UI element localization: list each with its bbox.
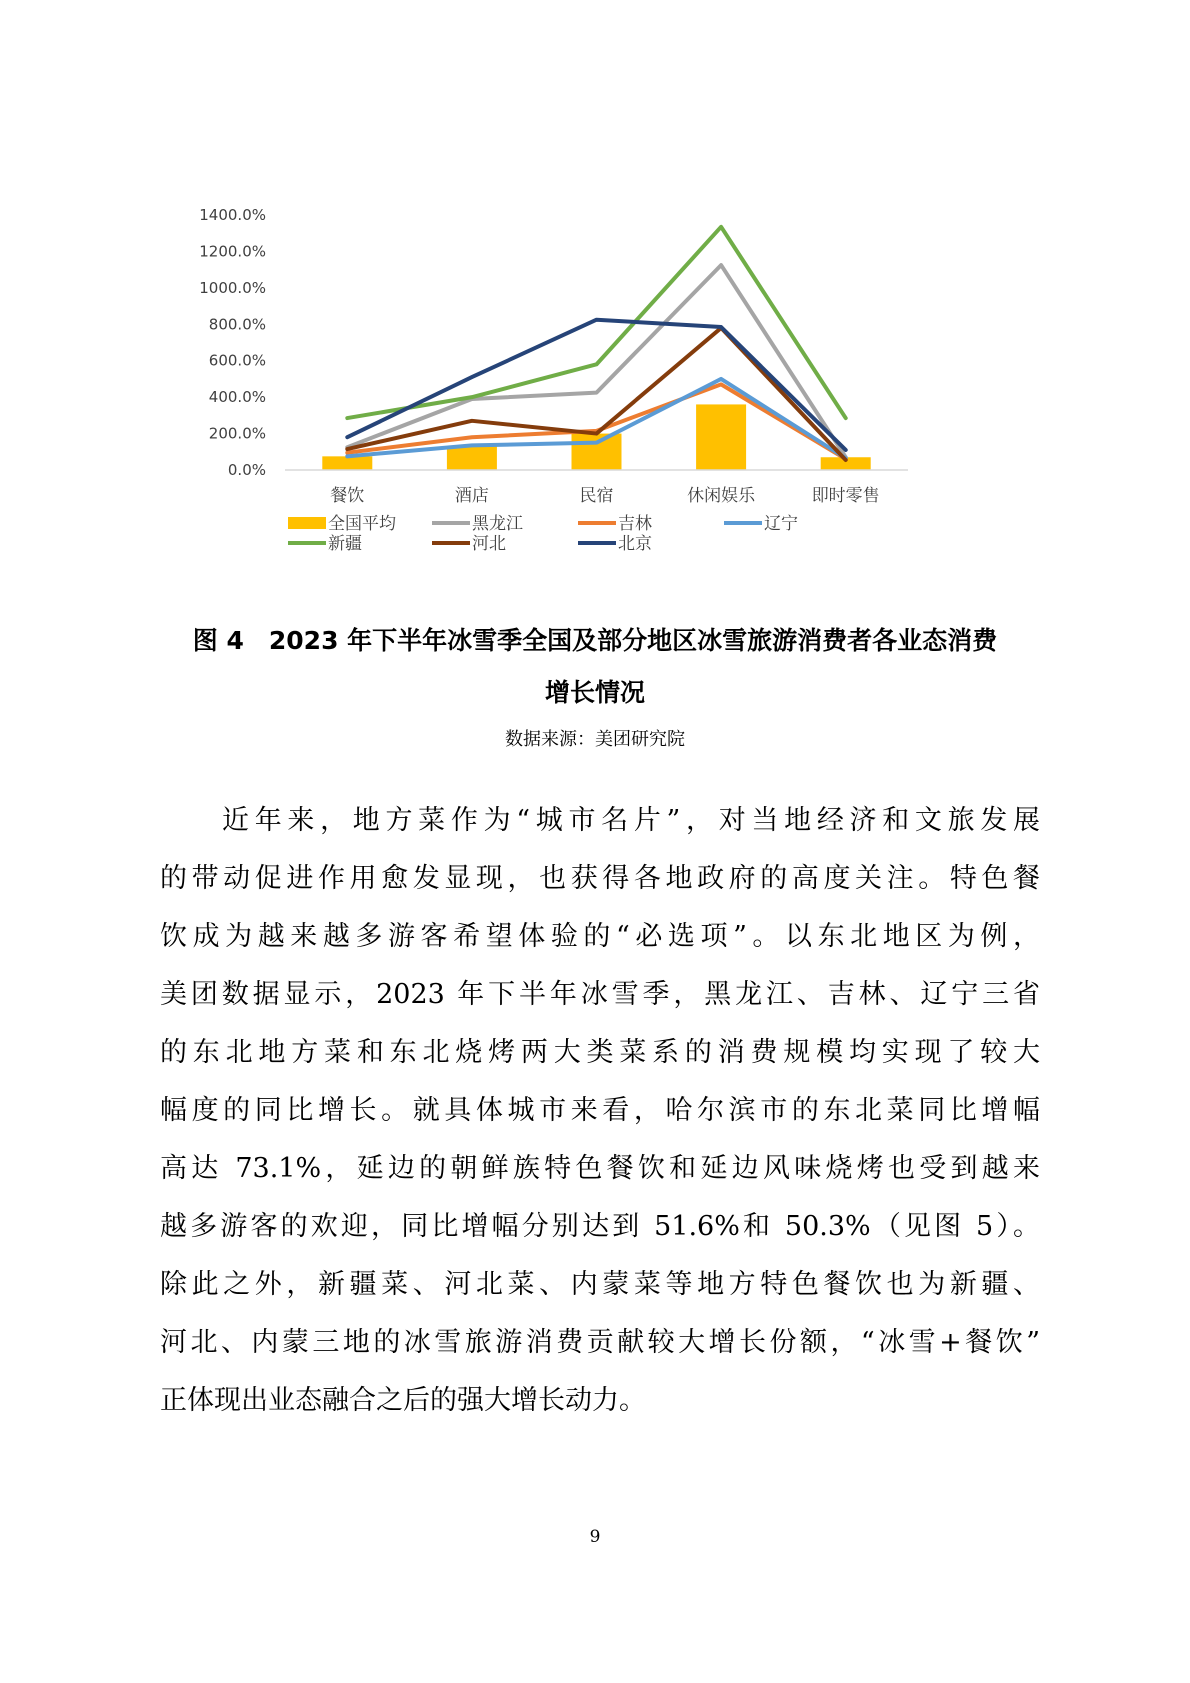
y-tick-label: 0.0% [227,461,266,479]
body-line: 除此之外，新疆菜、河北菜、内蒙菜等地方特色餐饮也为新疆、 [160,1269,1040,1300]
legend-label: 北京 [618,534,652,554]
bar-全国平均 [696,404,746,470]
y-tick-label: 600.0% [208,351,266,370]
x-axis [330,485,879,506]
legend-label: 新疆 [328,534,362,554]
page-number: 9 [589,1527,601,1547]
body-line: 河北、内蒙三地的冰雪旅游消费贡献较大增长份额，“冰雪+餐饮” [160,1327,1040,1358]
y-axis [199,206,266,479]
legend-item [288,514,396,534]
y-tick-label: 1200.0% [199,242,266,261]
legend-item [578,534,652,554]
y-tick-label: 1400.0% [199,206,266,224]
x-tick-label: 休闲娱乐 [687,486,756,506]
bar-全国平均 [322,456,372,470]
y-tick-label: 200.0% [208,424,266,443]
consumption-growth-chart [190,205,1000,600]
legend-item [578,514,652,534]
body-paragraph [160,792,1040,1430]
legend-swatch [288,517,326,529]
x-tick-label: 餐饮 [330,486,365,506]
body-line: 正体现出业态融合之后的强大增长动力。 [160,1385,646,1416]
body-line: 的带动促进作用愈发显现，也获得各地政府的高度关注。特色餐 [160,863,1040,894]
line-黑龙江 [347,265,845,457]
legend-label: 全国平均 [328,514,396,534]
body-line: 幅度的同比增长。就具体城市来看，哈尔滨市的东北菜同比增幅 [160,1095,1040,1126]
body-line: 近年来，地方菜作为“城市名片”，对当地经济和文旅发展 [222,805,1040,836]
x-tick-label: 即时零售 [811,486,880,506]
legend [288,514,798,554]
legend-label: 黑龙江 [472,514,523,534]
body-line: 越多游客的欢迎，同比增幅分别达到 51.6%和 50.3%（见图 5）。 [160,1211,1040,1242]
line-series [347,227,845,460]
y-tick-label: 1000.0% [199,278,266,297]
x-tick-label: 民宿 [579,486,614,506]
legend-item [724,514,798,534]
y-tick-label: 400.0% [208,388,266,407]
figure-caption-continued: 增长情况 [544,678,645,707]
legend-item [432,534,506,554]
legend-label: 辽宁 [764,514,798,534]
line-新疆 [347,227,845,418]
figure-caption: 图 4 2023 年下半年冰雪季全国及部分地区冰雪旅游消费者各业态消费 [192,626,998,655]
legend-label: 河北 [472,534,506,554]
legend-label: 吉林 [618,514,652,534]
body-line: 高达 73.1%，延边的朝鲜族特色餐饮和延边风味烧烤也受到越来 [160,1153,1040,1184]
body-line: 的东北地方菜和东北烧烤两大类菜系的消费规模均实现了较大 [160,1037,1040,1068]
y-tick-label: 800.0% [208,315,266,334]
bar-全国平均 [572,434,622,470]
body-line: 饮成为越来越多游客希望体验的“必选项”。以东北地区为例， [160,921,1040,952]
bar-全国平均 [447,446,497,470]
x-tick-label: 酒店 [454,486,489,506]
body-line: 美团数据显示，2023 年下半年冰雪季，黑龙江、吉林、辽宁三省 [160,979,1040,1010]
legend-item [432,514,523,534]
data-source: 数据来源：美团研究院 [505,729,685,750]
legend-item [288,534,362,554]
